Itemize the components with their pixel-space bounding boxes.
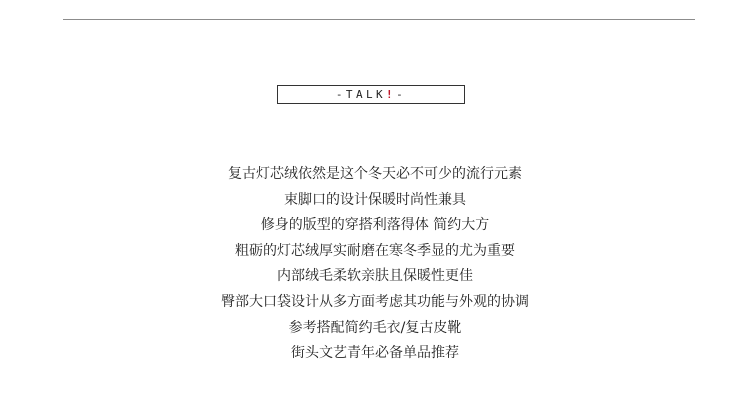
talk-heading-suffix: - xyxy=(396,88,407,101)
description-line: 臀部大口袋设计从多方面考虑其功能与外观的协调 xyxy=(221,293,529,310)
description-line: 束脚口的设计保暖时尚性兼具 xyxy=(284,191,466,208)
talk-exclamation-mark: ! xyxy=(386,88,397,101)
description-line: 街头文艺青年必备单品推荐 xyxy=(291,345,459,362)
talk-heading-text: -TALK xyxy=(335,88,387,101)
product-description xyxy=(0,162,750,367)
description-line: 粗砺的灯芯绒厚实耐磨在寒冬季显的尤为重要 xyxy=(235,242,515,259)
talk-heading-box xyxy=(277,85,465,104)
description-line: 复古灯芯绒依然是这个冬天必不可少的流行元素 xyxy=(228,166,522,182)
description-line: 参考搭配简约毛衣/复古皮靴 xyxy=(288,319,462,336)
description-line: 内部绒毛柔软亲肤且保暖性更佳 xyxy=(277,268,473,285)
top-divider xyxy=(63,19,695,20)
description-line: 修身的版型的穿搭利落得体 简约大方 xyxy=(260,217,490,234)
